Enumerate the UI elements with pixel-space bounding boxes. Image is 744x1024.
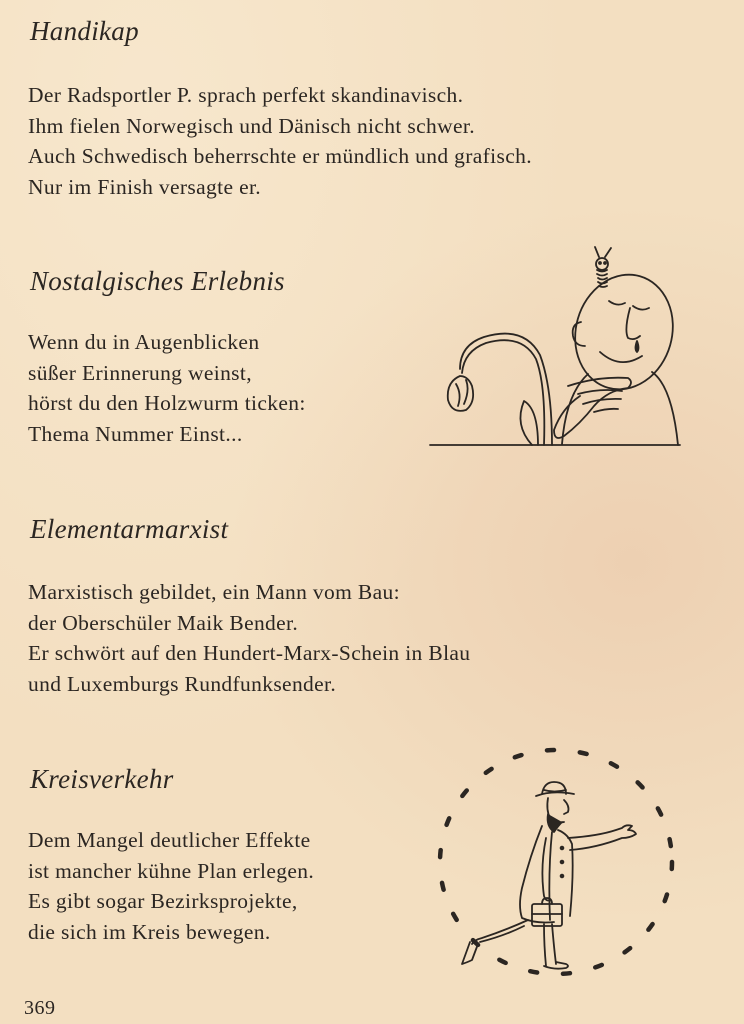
verse-line: süßer Erinnerung weinst, xyxy=(28,360,252,385)
clasped-hands xyxy=(554,378,631,438)
verse-line: und Luxemburgs Rundfunksender. xyxy=(28,671,337,696)
head-outline xyxy=(562,263,686,401)
verse-line: Auch Schwedisch beherrschte er mündlich und grafisch. xyxy=(28,144,532,168)
verse-line: Dem Mangel deutlicher Effekte xyxy=(28,828,311,852)
flower-bud xyxy=(448,376,473,411)
poem-body-nostalgisches-erlebnis xyxy=(28,327,306,449)
poem-title-handikap: Handikap xyxy=(30,16,139,46)
poem-title-elementarmarxist: Elementarmarxist xyxy=(30,514,229,544)
closed-eye-right xyxy=(633,306,649,310)
verse-line: Wenn du in Augenblicken xyxy=(28,330,260,354)
back-leg xyxy=(472,920,528,944)
beard xyxy=(548,814,562,832)
hat-icon xyxy=(536,782,574,796)
poem-title-kreisverkehr: Kreisverkehr xyxy=(30,764,174,794)
poem-title-nostalgisches-erlebnis: Nostalgisches Erlebnis xyxy=(30,266,285,296)
flower-stem xyxy=(462,340,544,445)
smile xyxy=(600,352,642,362)
verse-line: Er schwört auf den Hundert-Marx-Schein in Blau xyxy=(28,641,471,665)
poem-body-elementarmarxist xyxy=(28,577,470,699)
verse-line: Der Radsportler P. sprach perfekt skandinavisch. xyxy=(28,83,464,107)
tear-icon xyxy=(636,341,639,352)
coat-front xyxy=(558,830,573,916)
circle-walker-illustration xyxy=(424,738,688,982)
verse-line: Es gibt sogar Bezirksprojekte, xyxy=(28,889,298,913)
weeping-man-illustration xyxy=(428,244,688,454)
front-leg xyxy=(552,924,556,964)
poem-body-kreisverkehr xyxy=(28,825,314,947)
page-number: 369 xyxy=(24,997,56,1019)
verse-line: Thema Nummer Einst... xyxy=(28,421,243,446)
closed-eye-left xyxy=(609,301,625,305)
weeping-man-drawing xyxy=(428,244,688,454)
verse-line: die sich im Kreis bewegen. xyxy=(28,919,271,944)
woodworm-icon xyxy=(595,247,611,287)
flower-leaf xyxy=(520,401,538,445)
verse-line: Nur im Finish versagte er. xyxy=(28,174,262,199)
poem-body-handikap xyxy=(28,80,532,202)
body-right xyxy=(652,372,678,445)
verse-line: Marxistisch gebildet, ein Mann vom Bau: xyxy=(28,580,400,604)
pointing-arm xyxy=(568,825,636,850)
nose xyxy=(626,308,640,339)
verse-line: der Oberschüler Maik Bender. xyxy=(28,610,299,635)
verse-line: hörst du den Holzwurm ticken: xyxy=(28,391,306,415)
verse-line: ist mancher kühne Plan erlegen. xyxy=(28,858,315,883)
verse-line: Ihm fielen Norwegisch und Dänisch nicht schwer. xyxy=(28,113,475,138)
circle-walker-drawing xyxy=(424,738,688,982)
